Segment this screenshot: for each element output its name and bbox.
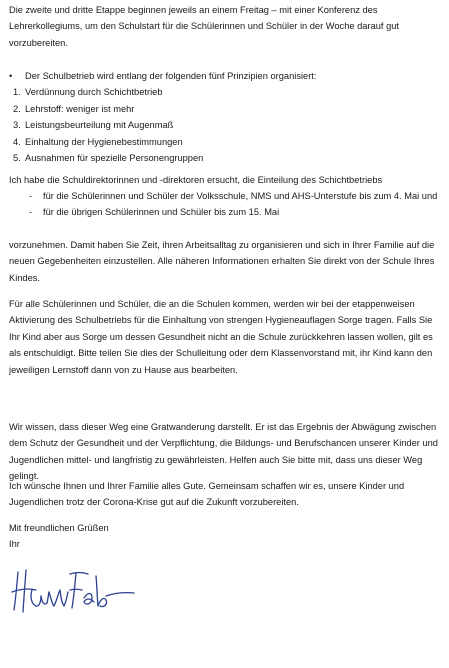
principle-number: 1. [13,87,21,97]
schedule-item [9,188,441,204]
hygiene-paragraph: Für alle Schülerinnen und Schüler, die an die Schulen kommen, werden wir bei der etappenweisen Aktivierung des Schulbetriebs für die Einhaltung von strengen Hygieneauflagen Sorge tragen. Falls Sie Ihr Kind aber aus Sorge um dessen Gesundheit nicht an die Schule zurückkehren lassen wollen, gilt es als entschuldigt. Bitte teilen Sie dies der Schulleitung oder dem Klassenvorstand mit, ihr Kind kann den jeweiligen Lernstoff dann von zu Hause aus bearbeiten. [9,299,433,375]
closing-line: Mit freundlichen Grüßen [9,523,109,533]
request-intro: Ich habe die Schuldirektorinnen und -direktoren ersucht, die Einteilung des Schichtbetriebs [9,175,383,185]
schedule-text: für die Schülerinnen und Schüler der Volksschule, NMS und AHS-Unterstufe bis zum 4. Mai und [43,191,438,201]
principle-text: Ausnahmen für spezielle Personengruppen [25,153,204,163]
intro-paragraph: Die zweite und dritte Etappe beginnen jeweils an einem Freitag – mit einer Konferenz des Lehrerkollegiums, um den Schulstart für die Schülerinnen und Schüler in der Woche darauf gut vorzubereiten. [9,5,400,48]
principle-number: 4. [13,136,21,147]
principle-number: 3. [13,120,21,130]
closing-block [9,520,441,553]
principle-item [13,150,433,167]
closing-line-2: Ihr [9,539,20,550]
principle-number: 5. [13,153,21,163]
principles-heading: Der Schulbetrieb wird entlang der folgenden fünf Prinzipien organisiert: [25,71,317,81]
principles-list [13,84,433,167]
principle-item [13,117,433,134]
schedule-text: für die übrigen Schülerinnen und Schüler bis zum 15. Mai [43,207,280,218]
principle-number: 2. [13,103,21,114]
schedule-item [9,204,441,220]
bullet-marker: • [9,71,13,81]
dash-marker: - [29,191,33,201]
request-outro: vorzunehmen. Damit haben Sie Zeit, ihren Arbeitsalltag zu organisieren und sich in Ihrer Familie auf die neuen Gegebenheiten einzustellen. Alle näheren Informationen erhalten Sie direkt von der Schule Ihres Kindes. [9,240,435,283]
principle-text: Leistungsbeurteilung mit Augenmaß [25,120,174,130]
principle-text: Einhaltung der Hygienebestimmungen [25,136,183,147]
principle-text: Lehrstoff: weniger ist mehr [25,103,135,114]
principle-text: Verdünnung durch Schichtbetrieb [25,87,163,97]
dash-marker: - [29,207,33,218]
principle-item [13,134,433,151]
principle-item [13,101,433,118]
schedule-list [9,188,441,221]
principle-item [13,84,433,101]
balance-paragraph: Wir wissen, dass dieser Weg eine Gratwanderung darstellt. Er ist das Ergebnis der Abwägung zwischen dem Schutz der Gesundheit und der Verpflichtung, die Bildungs- und Berufschancen unserer Kinder und Jugendlichen mittel- und langfristig zu gewährleisten. Helfen auch Sie bitte mit, dass uns dieser Weg gelingt. [9,422,438,482]
handwritten-signature [8,562,138,618]
wishes-paragraph: Ich wünsche Ihnen und Ihrer Familie alles Gute. Gemeinsam schaffen wir es, unsere Kinder und Jugendlichen trotz der Corona-Krise gut auf die Zukunft vorzubereiten. [9,481,405,508]
